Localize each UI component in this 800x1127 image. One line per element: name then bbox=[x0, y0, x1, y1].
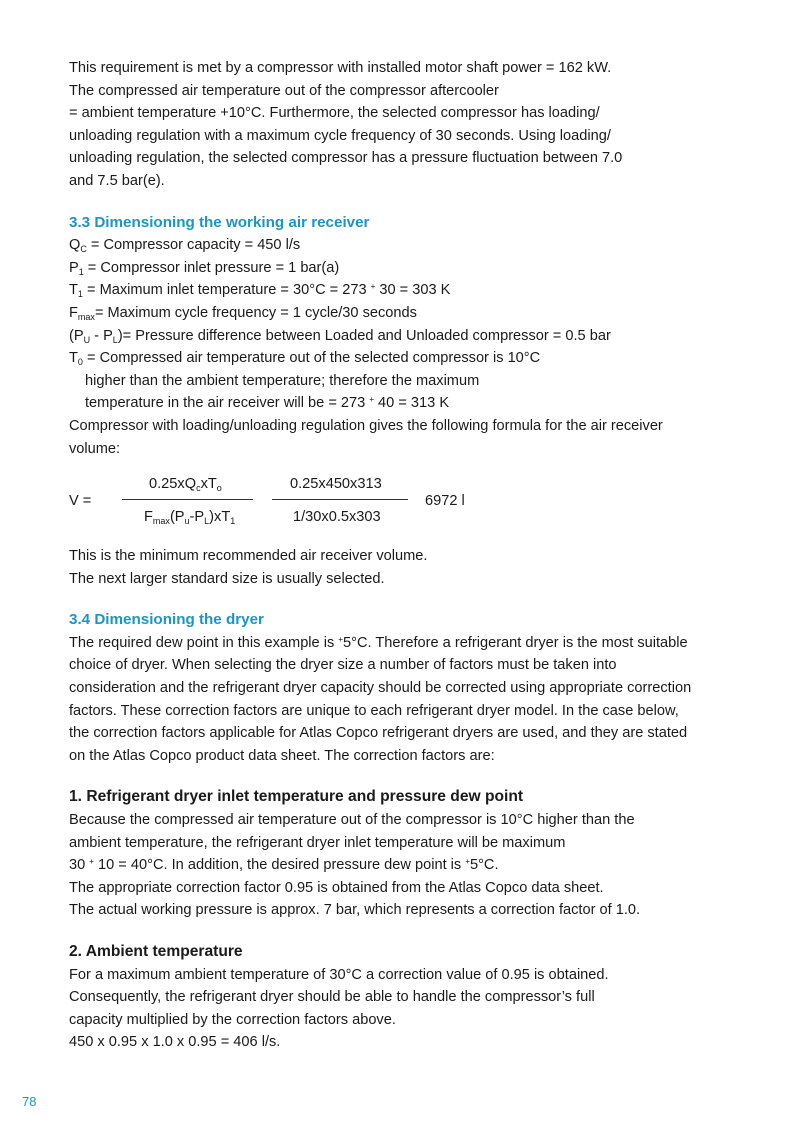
intro-line-4: unloading regulation with a maximum cycle frequency of 30 seconds. Using loading/ bbox=[69, 127, 611, 144]
intro-line-3: = ambient temperature +10°C. Furthermore, the selected compressor has loading/ bbox=[69, 105, 600, 122]
receiver-heading: 3.3 Dimensioning the working air receiver bbox=[69, 213, 370, 231]
var-t0-continued-1: higher than the ambient temperature; therefore the maximum bbox=[85, 372, 480, 389]
var-p1: $P_1$ = Compressor inlet pressure = 1 bar(a) bbox=[69, 259, 340, 277]
formula-symbolic-numerator: $0.25xQ_cxT_o$ bbox=[149, 476, 222, 494]
page-number: 78 bbox=[22, 1094, 37, 1109]
var-t0: $T_0$ = Compressed air temperature out of the selected compressor is 10°C bbox=[69, 350, 541, 368]
factor1-line-1: Because the compressed air temperature out of the compressor is 10°C higher than the bbox=[69, 812, 635, 829]
factor2-line-4: 450 x 0.95 x 1.0 x 0.95 = 406 l/s. bbox=[69, 1034, 281, 1051]
page-body bbox=[69, 57, 694, 1054]
factor2-heading: 2. Ambient temperature bbox=[69, 943, 243, 960]
intro-line-5: unloading regulation, the selected compressor has a pressure fluctuation between 7.0 bbox=[69, 150, 623, 167]
factor1-heading: 1. Refrigerant dryer inlet temperature and pressure dew point bbox=[69, 788, 524, 806]
factor1-line-4: The appropriate correction factor 0.95 is obtained from the Atlas Copco data sheet. bbox=[69, 879, 604, 896]
factor2-line-1: For a maximum ambient temperature of 30°C a correction value of 0.95 is obtained. bbox=[69, 966, 609, 983]
factor1-line-5: The actual working pressure is approx. 7 bar, which represents a correction factor of 1.0. bbox=[69, 902, 641, 919]
fraction-bar-symbolic bbox=[122, 499, 253, 500]
fraction-bar-numeric bbox=[272, 499, 408, 500]
factor2-line-2: Consequently, the refrigerant dryer should be able to handle the compressor’s full bbox=[69, 989, 595, 1006]
factor2-line-3: capacity multiplied by the correction factors above. bbox=[69, 1011, 396, 1028]
var-qc: $Q_C$ = Compressor capacity = 450 l/s bbox=[69, 237, 301, 255]
receiver-volume-formula bbox=[69, 473, 694, 529]
formula-lhs: V = bbox=[69, 493, 92, 510]
formula-symbolic-denominator: $F_{max}(P_u-P_L)xT_1$ bbox=[144, 509, 236, 527]
formula-numeric-numerator: 0.25x450x313 bbox=[290, 476, 382, 493]
receiver-outro-1: This is the minimum recommended air receiver volume. bbox=[69, 548, 428, 565]
intro-line-2: The compressed air temperature out of the compressor aftercooler bbox=[69, 82, 499, 99]
dryer-heading: 3.4 Dimensioning the dryer bbox=[69, 611, 264, 629]
var-pressure-difference: $(P_U - P_L)=$ Pressure difference between Loaded and Unloaded compressor = 0.5 bar bbox=[69, 327, 611, 345]
var-t1: $T_1$ = Maximum inlet temperature = 30°C = 273 + 30 = 303 K bbox=[69, 282, 451, 300]
dryer-paragraph: The required dew point in this example is +5°C. Therefore a refrigerant dryer is the most suitable choice of dryer. When selecting the dryer size a number of factors must be taken into consideration and the refrigerant dryer capacity should be corrected using appropriate correction factors. These correction factors are unique to each refrigerant dryer model. In the case below, the correction factors applicable for Atlas Copco refrigerant dryers are used, and they are stated on the Atlas Copco product data sheet. The correction factors are: bbox=[69, 634, 692, 764]
formula-result: 6972 l bbox=[425, 493, 465, 510]
intro-line-6: and 7.5 bar(e). bbox=[69, 172, 165, 189]
formula-intro: Compressor with loading/unloading regulation gives the following formula for the air receiver volume: bbox=[69, 417, 663, 457]
intro-line-1: This requirement is met by a compressor with installed motor shaft power = 162 kW. bbox=[69, 60, 612, 76]
var-fmax: $F_{max}=$ Maximum cycle frequency = 1 cycle/30 seconds bbox=[69, 304, 417, 322]
var-t0-continued-2: temperature in the air receiver will be = 273 + 40 = 313 K bbox=[85, 395, 450, 412]
formula-numeric-denominator: 1/30x0.5x303 bbox=[293, 509, 381, 526]
factor1-line-2: ambient temperature, the refrigerant dryer inlet temperature will be maximum bbox=[69, 834, 566, 851]
factor1-line-3: 30 + 10 = 40°C. In addition, the desired pressure dew point is +5°C. bbox=[69, 857, 499, 874]
receiver-outro-2: The next larger standard size is usually selected. bbox=[69, 570, 385, 587]
